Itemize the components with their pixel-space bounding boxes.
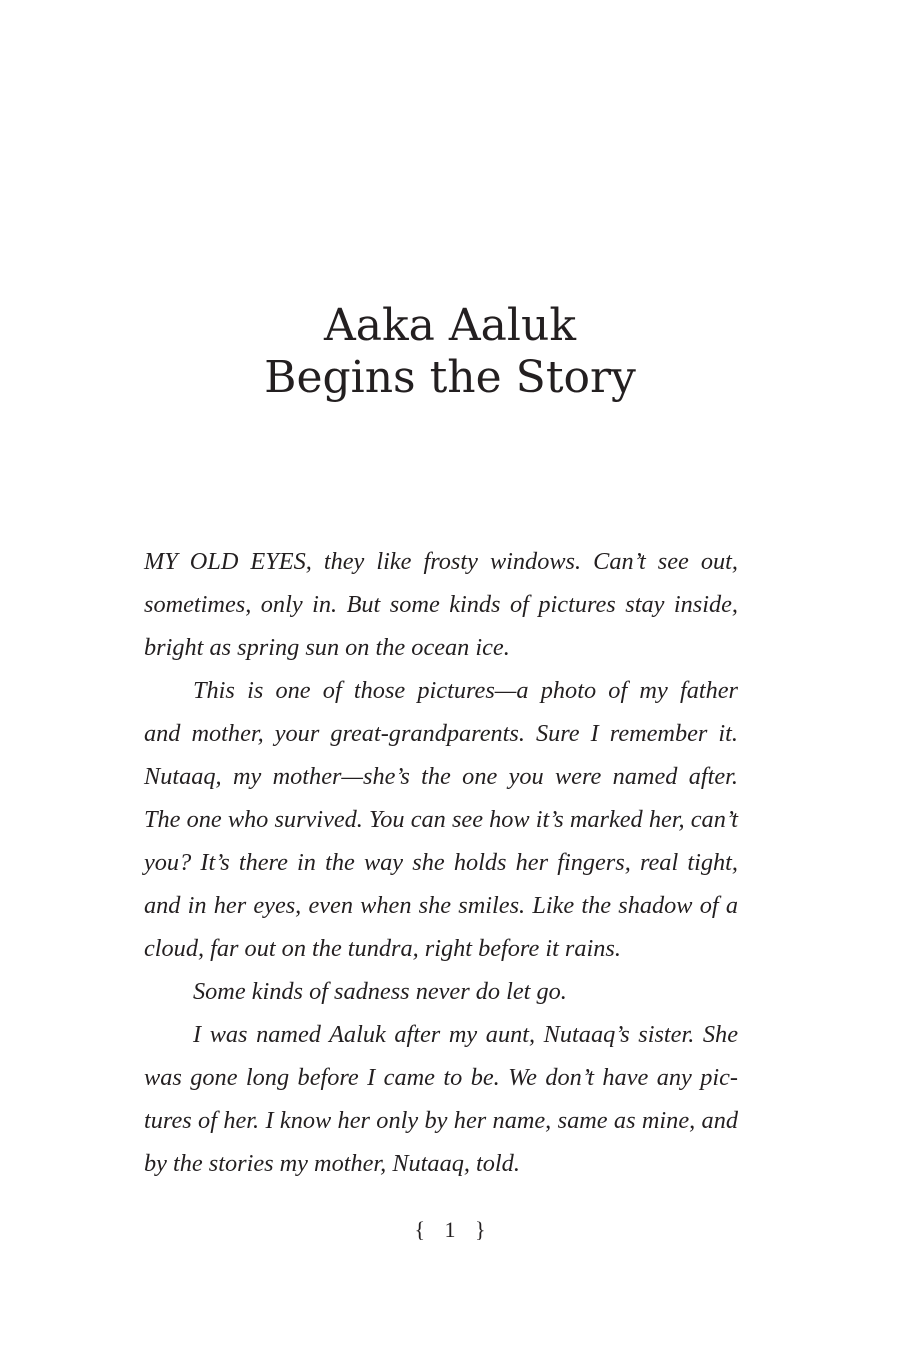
body-line: tures of her. I know her only by her name, same as mine, and <box>144 1107 738 1134</box>
body-line: Nutaaq, my mother—she’s the one you were named after. <box>144 763 738 790</box>
body-line: Some kinds of sadness never do let go. <box>193 978 567 1005</box>
body-line: and in her eyes, even when she smiles. Like the shadow of a <box>144 892 738 919</box>
body-line: you? It’s there in the way she holds her fingers, real tight, <box>144 849 738 876</box>
body-line: The one who survived. You can see how it’s marked her, can’t <box>144 806 738 833</box>
body-line: by the stories my mother, Nutaaq, told. <box>144 1150 520 1177</box>
body-line: bright as spring sun on the ocean ice. <box>144 634 510 661</box>
body-line: was gone long before I came to be. We don’t have any pic- <box>144 1064 738 1091</box>
chapter-title <box>0 300 900 404</box>
body-line <box>144 540 738 583</box>
body-line: I was named Aaluk after my aunt, Nutaaq’s sister. She <box>193 1021 738 1048</box>
body-line: cloud, far out on the tundra, right before it rains. <box>144 935 621 962</box>
body-line: sometimes, only in. But some kinds of pictures stay inside, <box>144 591 738 618</box>
opening-small-caps: MY OLD EYES, <box>144 548 312 575</box>
chapter-title-line-1: Aaka Aaluk <box>324 300 576 351</box>
chapter-body <box>144 540 738 1185</box>
body-line: and mother, your great-grandparents. Sure I remember it. <box>144 720 738 747</box>
page-number: { 1 } <box>414 1217 486 1242</box>
chapter-title-line-2: Begins the Story <box>264 352 636 403</box>
body-line: This is one of those pictures—a photo of my father <box>193 677 738 704</box>
body-line-text: they like frosty windows. Can’t see out, <box>311 548 738 575</box>
